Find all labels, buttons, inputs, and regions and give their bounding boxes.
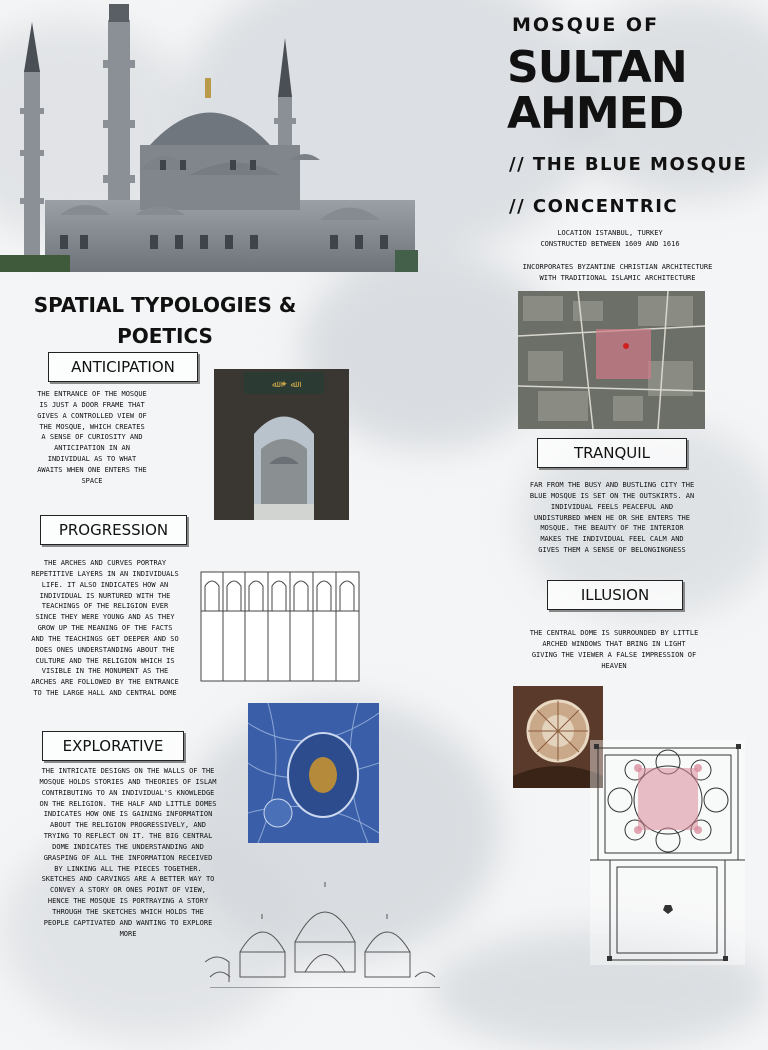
aerial-map bbox=[518, 291, 705, 429]
explorative-label: EXPLORATIVE bbox=[42, 731, 184, 761]
construction-line: CONSTRUCTED BETWEEN 1609 AND 1616 bbox=[540, 239, 680, 248]
style-line2: WITH TRADITIONAL ISLAMIC ARCHITECTURE bbox=[539, 273, 696, 282]
style-text bbox=[505, 262, 730, 284]
floor-plan bbox=[590, 740, 745, 965]
domes-sketch bbox=[205, 882, 445, 988]
explorative-paragraph-2: SKETCHES AND CARVINGS ARE A BETTER WAY TO CONVEY A STORY OR ONES POINT OF VIEW, HENCE THE MOSQUE IS PORTRAYING A STORY THROUGH THE SKETCHES WHICH HOLDS THE PEOPLE CAPTIVATED AND WANTING TO EXPLORE MORE bbox=[41, 875, 215, 938]
section-heading bbox=[0, 290, 330, 352]
page-title-line1: SULTAN bbox=[507, 42, 687, 93]
tranquil-label: TRANQUIL bbox=[537, 438, 687, 468]
illusion-label: ILLUSION bbox=[547, 580, 683, 610]
dome-tiles-photo bbox=[248, 703, 379, 843]
mosque-photo bbox=[0, 0, 418, 272]
explorative-text bbox=[38, 766, 218, 940]
progression-text: THE ARCHES AND CURVES PORTRAY REPETITIVE LAYERS IN AN INDIVIDUALS LIFE. IT ALSO INDICATES HOW AN INDIVIDUAL IS NURTURED WITH THE TEACHINGS OF THE RELIGION EVER SINCE THEY WERE YOUNG AND AS THEY GROW UP THE MEANING OF THE FACTS AND THE TEACHINGS GET DEEPER AND SO DOES ONES UNDERSTANDING ABOUT THE CULTURE AND THE RELIGION WHICH IS VISIBLE IN THE MONUMENT AS THE ARCHES ARE FOLLOWED BY THE ENTRANCE TO THE LARGE HALL AND CENTRAL DOME bbox=[31, 559, 179, 698]
svg-text:ﷲ ✦ ﷲ: ﷲ ✦ ﷲ bbox=[272, 380, 296, 390]
progression-label: PROGRESSION bbox=[40, 515, 187, 545]
page-title-line2: AHMED bbox=[507, 88, 684, 139]
explorative-paragraph: THE INTRICATE DESIGNS ON THE WALLS OF THE MOSQUE HOLDS STORIES AND THEORIES OF ISLAM CONTRIBUTING TO AN INDIVIDUAL'S KNOWLEDGE ON THE RELIGION. THE HALF AND LITTLE DOMES INDICATES HOW ONE IS GAINING INFORMATION ABOUT THE RELIGION PROGRESSIVELY, AND TRYING TO REFLECT ON IT. THE BIG CENTRAL DOME INDICATES THE UNDERSTANDING AND GRASPING OF ALL THE INFORMATION RECEIVED BY LINKING ALL THE PIECES TOGETHER. bbox=[39, 767, 217, 873]
anticipation-text: THE ENTRANCE OF THE MOSQUE IS JUST A DOOR FRAME THAT GIVES A CONTROLLED VIEW OF THE MOSQUE, WHICH CREATES A SENSE OF CURIOSITY AND ANTICIPATION IN AN INDIVIDUAL AS TO WHAT AWAITS WHEN ONE ENTERS THE SPACE bbox=[37, 390, 147, 485]
location-line: LOCATION ISTANBUL, TURKEY bbox=[557, 229, 663, 237]
style-line1: INCORPORATES BYZANTINE CHRISTIAN ARCHITECTURE bbox=[522, 263, 713, 271]
illusion-text: THE CENTRAL DOME IS SURROUNDED BY LITTLE ARCHED WINDOWS THAT BRING IN LIGHT GIVING THE VIEWER A FALSE IMPRESSION OF HEAVEN bbox=[529, 629, 699, 670]
subtitle-concentric: // CONCENTRIC bbox=[509, 196, 679, 217]
subtitle-blue-mosque: // THE BLUE MOSQUE bbox=[509, 154, 748, 175]
tranquil-text: FAR FROM THE BUSY AND BUSTLING CITY THE BLUE MOSQUE IS SET ON THE OUTSKIRTS. AN INDIVIDUAL FEELS PEACEFUL AND UNDISTURBED WHEN HE OR SHE ENTERS THE MOSQUE. THE BEAUTY OF THE INTERIOR MAKES THE INDIVIDUAL FEEL CALM AND GIVES THEM A SENSE OF BELONGINGNESS bbox=[529, 481, 695, 555]
anticipation-label: ANTICIPATION bbox=[48, 352, 198, 382]
entrance-photo bbox=[214, 369, 349, 520]
pre-title: MOSQUE OF bbox=[512, 14, 660, 36]
location-text bbox=[505, 228, 715, 250]
section-heading-line2: POETICS bbox=[117, 324, 213, 348]
section-heading-line1: SPATIAL TYPOLOGIES & bbox=[33, 293, 297, 317]
arches-sketch bbox=[200, 571, 360, 682]
